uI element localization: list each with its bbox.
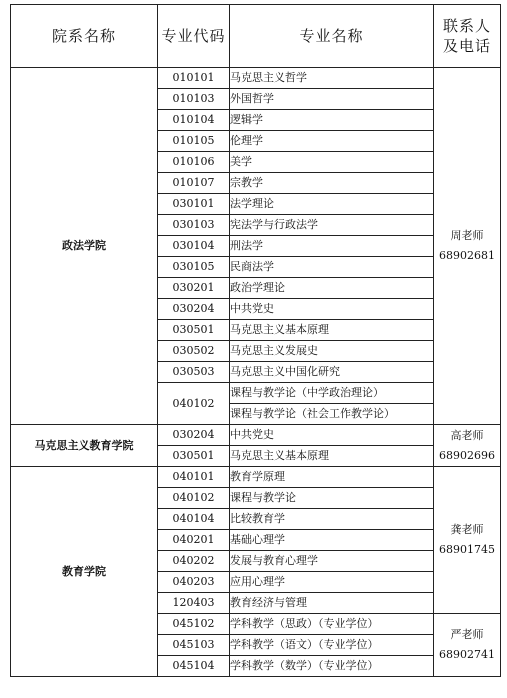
contact-cell [434,467,501,614]
dept-cell: 政法学院 [11,68,158,425]
code-cell: 030201 [158,278,230,299]
code-cell: 045104 [158,656,230,677]
major-cell: 民商法学 [230,257,434,278]
major-cell: 基础心理学 [230,530,434,551]
code-cell: 040104 [158,509,230,530]
major-cell: 宗教学 [230,173,434,194]
major-cell: 马克思主义基本原理 [230,446,434,467]
code-cell: 030501 [158,320,230,341]
code-cell: 040102 [158,488,230,509]
code-cell: 030101 [158,194,230,215]
code-cell: 030105 [158,257,230,278]
code-cell: 010107 [158,173,230,194]
major-cell: 马克思主义中国化研究 [230,362,434,383]
code-cell: 010103 [158,89,230,110]
contact-cell [434,614,501,677]
code-cell: 030501 [158,446,230,467]
major-cell: 法学理论 [230,194,434,215]
code-cell: 030204 [158,299,230,320]
table-row [11,425,501,446]
table-row [11,68,501,89]
major-cell: 教育经济与管理 [230,593,434,614]
dept-cell: 教育学院 [11,467,158,677]
code-cell: 030204 [158,425,230,446]
major-cell: 学科教学（思政）（专业学位） [230,614,434,635]
major-cell: 马克思主义哲学 [230,68,434,89]
major-cell: 发展与教育心理学 [230,551,434,572]
major-cell: 学科教学（语文）（专业学位） [230,635,434,656]
dept-cell: 马克思主义教育学院 [11,425,158,467]
code-cell: 010106 [158,152,230,173]
header-row [11,5,501,68]
major-cell: 逻辑学 [230,110,434,131]
code-cell: 030502 [158,341,230,362]
major-cell: 课程与教学论（中学政治理论） [230,383,434,404]
code-cell: 030104 [158,236,230,257]
code-cell: 010105 [158,131,230,152]
major-cell: 政治学理论 [230,278,434,299]
code-cell: 030503 [158,362,230,383]
code-cell: 040202 [158,551,230,572]
contact-cell [434,425,501,467]
code-cell: 010104 [158,110,230,131]
major-cell: 中共党史 [230,299,434,320]
code-cell: 040203 [158,572,230,593]
major-cell: 马克思主义基本原理 [230,320,434,341]
header-major: 专业名称 [230,5,434,68]
major-cell: 美学 [230,152,434,173]
major-cell: 课程与教学论（社会工作教学论） [230,404,434,425]
major-cell: 刑法学 [230,236,434,257]
major-cell: 教育学原理 [230,467,434,488]
contact-phone: 68902741 [439,648,495,661]
code-cell: 120403 [158,593,230,614]
major-cell: 应用心理学 [230,572,434,593]
major-cell: 宪法学与行政法学 [230,215,434,236]
majors-table [10,4,501,677]
header-dept: 院系名称 [11,5,158,68]
contact-phone: 68901745 [439,543,495,556]
code-cell: 030103 [158,215,230,236]
header-code: 专业代码 [158,5,230,68]
header-contact [434,5,501,68]
code-cell: 040102 [158,383,230,425]
header-contact-line2: 及电话 [442,37,491,55]
code-cell: 040101 [158,467,230,488]
major-cell: 课程与教学论 [230,488,434,509]
code-cell: 040201 [158,530,230,551]
major-cell: 伦理学 [230,131,434,152]
code-cell: 045102 [158,614,230,635]
code-cell: 045103 [158,635,230,656]
contact-name: 高老师 [450,428,484,442]
table-row [11,467,501,488]
contact-cell [434,68,501,425]
major-cell: 外国哲学 [230,89,434,110]
contact-phone: 68902681 [439,249,495,262]
contact-phone: 68902696 [439,448,495,462]
contact-name: 龚老师 [450,523,484,536]
major-cell: 比较教育学 [230,509,434,530]
major-cell: 学科教学（数学）（专业学位） [230,656,434,677]
contact-name: 严老师 [450,628,484,641]
contact-name: 周老师 [450,229,484,242]
major-cell: 马克思主义发展史 [230,341,434,362]
code-cell: 010101 [158,68,230,89]
header-contact-line1: 联系人 [442,17,491,35]
major-cell: 中共党史 [230,425,434,446]
